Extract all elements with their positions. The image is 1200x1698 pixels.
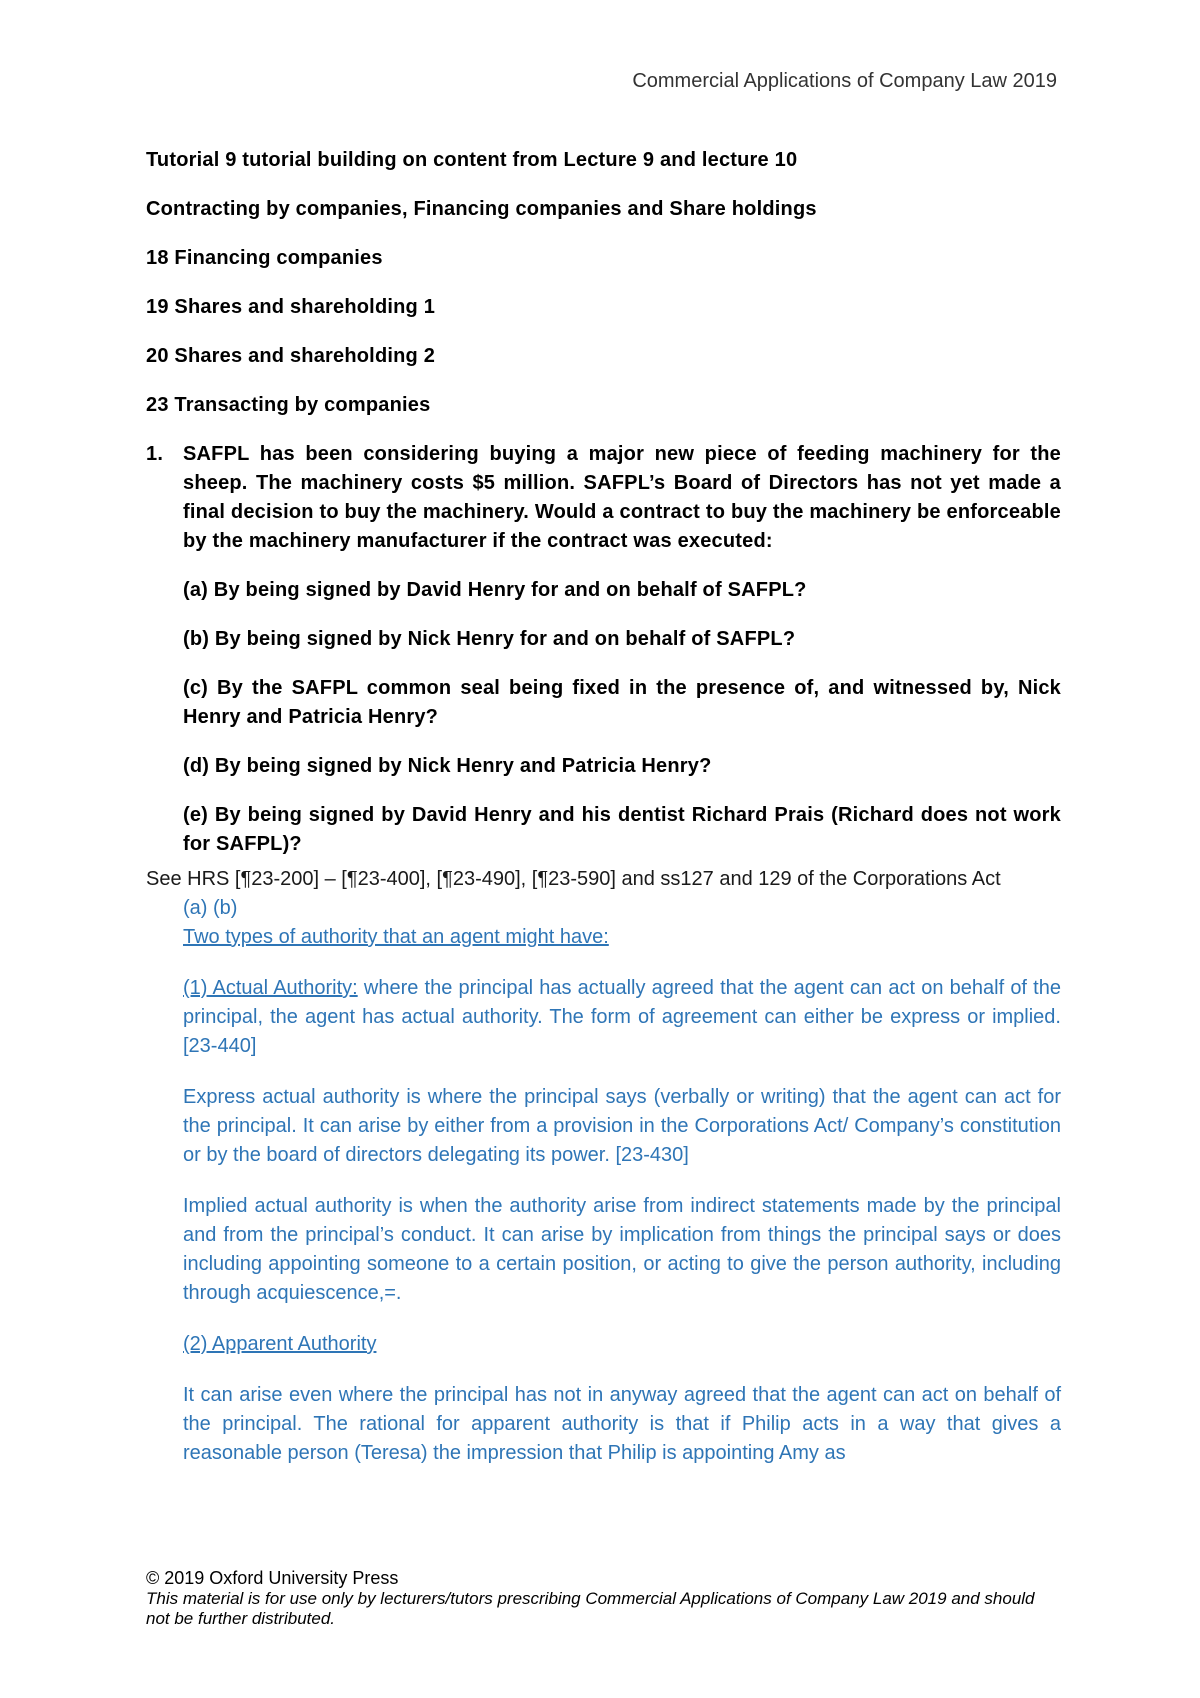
chapter-heading-23: 23 Transacting by companies [146,394,431,416]
question-part-d: (d) By being signed by Nick Henry and Patricia Henry? [183,755,712,777]
page-footer [146,1568,1061,1629]
chapter-heading-19: 19 Shares and shareholding 1 [146,296,436,318]
apparent-authority-paragraph: It can arise even where the principal has not in anyway agreed that the agent can act on behalf of the principal. The rational for apparent authority is that if Philip acts in a way that gives a reasonable person (Teresa) the impression that Philip is appointing Amy as [183,1384,1061,1464]
question-text: SAFPL has been considering buying a major new piece of feeding machinery for the sheep. The machinery costs $5 million. SAFPL’s Board of Directors has not yet made a final decision to buy the machinery. Would a contract to buy the machinery be enforceable by the machinery manufacturer if the contract was executed: [183,443,1061,552]
implied-authority-paragraph: Implied actual authority is when the authority arise from indirect statements made by the principal and from the principal’s conduct. It can arise by implication from things the principal says or does including appointing someone to a certain position, or acting to give the person authority, including through acquiescence,=. [183,1195,1061,1304]
question-part-c: (c) By the SAFPL common seal being fixed in the presence of, and witnessed by, Nick Henry and Patricia Henry? [183,677,1061,728]
document-body [146,146,1061,1468]
apparent-authority-title: (2) Apparent Authority [183,1333,377,1355]
answer-intro: Two types of authority that an agent might have: [183,926,609,948]
answer-part-label: (a) (b) [183,897,238,919]
actual-authority-title: (1) Actual Authority: [183,977,358,999]
chapter-heading-20: 20 Shares and shareholding 2 [146,345,436,367]
question-number: 1. [146,443,164,465]
running-header: Commercial Applications of Company Law 2019 [632,70,1057,92]
question-part-e: (e) By being signed by David Henry and his dentist Richard Prais (Richard does not work for SAFPL)? [183,804,1061,855]
actual-authority-text: where the principal has actually agreed that the agent can act on behalf of the principal, the agent has actual authority. The form of agreement can either be express or implied. [23-440] [183,977,1061,1057]
express-authority-paragraph: Express actual authority is where the principal says (verbally or writing) that the agent can act for the principal. It can arise by either from a provision in the Corporations Act/ Company’s constitution or by the board of directors delegating its power. [23-430] [183,1086,1061,1166]
tutorial-heading: Tutorial 9 tutorial building on content from Lecture 9 and lecture 10 [146,149,798,171]
answer-block [183,894,1061,1468]
actual-authority-paragraph [183,974,1061,1061]
reference-line: See HRS [¶23-200] – [¶23-400], [¶23-490], [¶23-590] and ss127 and 129 of the Corporations Act [146,868,1001,890]
question-part-a: (a) By being signed by David Henry for and on behalf of SAFPL? [183,579,807,601]
question-part-b: (b) By being signed by Nick Henry for and on behalf of SAFPL? [183,628,796,650]
topic-heading: Contracting by companies, Financing companies and Share holdings [146,198,817,220]
copyright-line: © 2019 Oxford University Press [146,1568,399,1588]
question-1 [146,440,1061,556]
distribution-notice: This material is for use only by lecturers/tutors prescribing Commercial Applications of Company Law 2019 and should not be further distributed. [146,1589,1035,1628]
chapter-heading-18: 18 Financing companies [146,247,383,269]
